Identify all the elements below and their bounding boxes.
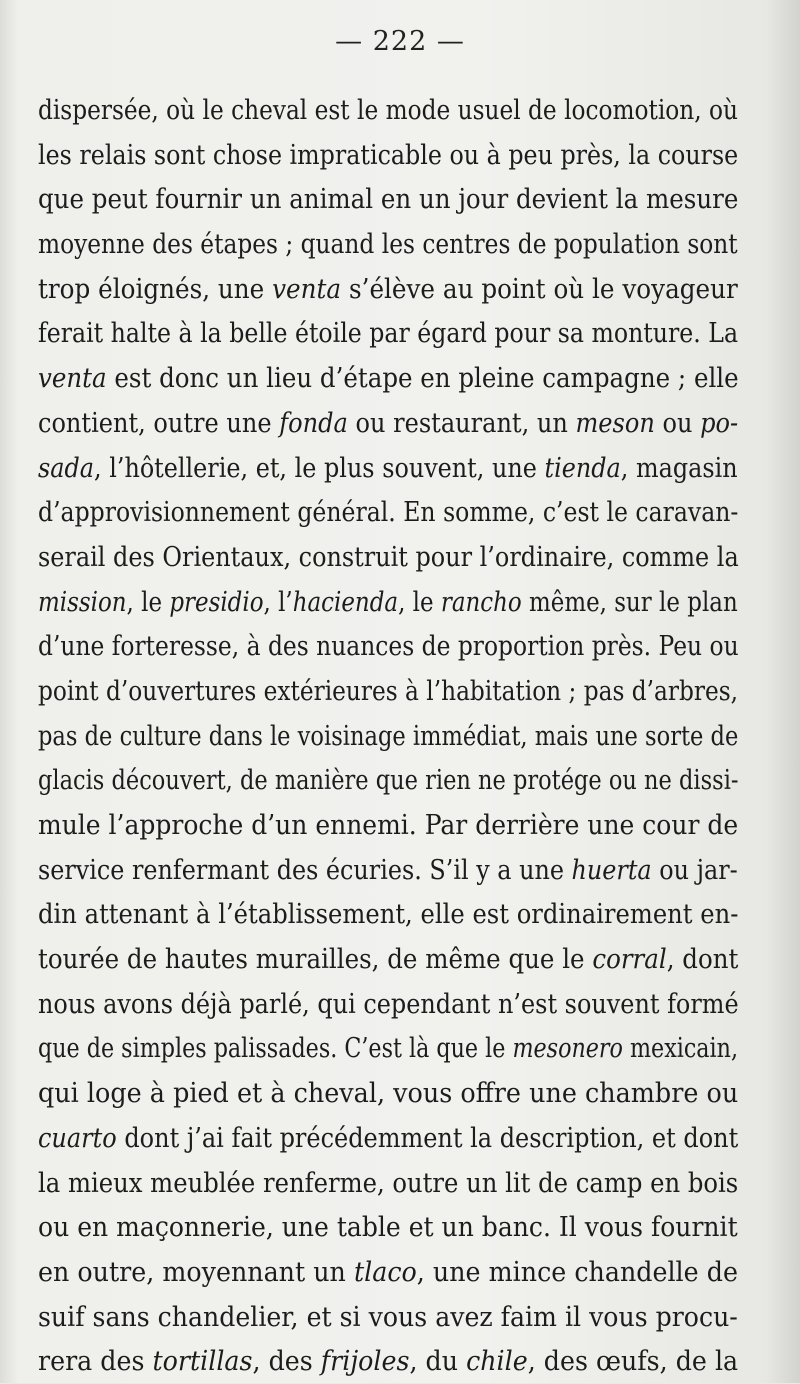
text-segment: même, sur le plan [521, 585, 738, 618]
italic-term: hacienda [292, 585, 399, 618]
text-segment: nous avons déjà parlé, qui cependant n’est souvent formé [38, 987, 739, 1020]
text-segment: d’approvisionnement général. En somme, c’est le caravan- [38, 496, 739, 529]
text-segment: moyenne des étapes ; quand les centres de population sont [38, 228, 738, 261]
italic-term: mission [38, 585, 127, 618]
text-line [38, 1339, 738, 1384]
text-line [38, 133, 738, 178]
text-line [38, 758, 738, 803]
text-segment: rera des [38, 1345, 153, 1378]
text-line [38, 1205, 738, 1250]
text-segment: , le [126, 585, 170, 618]
text-segment: mexicain, [622, 1032, 739, 1065]
text-line [38, 311, 738, 356]
italic-term: venta [38, 362, 107, 395]
text-segment: service renfermant des écuries. S’il y a une [38, 853, 572, 886]
text-line [38, 848, 738, 893]
text-line [38, 267, 738, 312]
text-segment: ferait halte à la belle étoile par égard pour sa monture. La [38, 317, 739, 350]
text-segment: , des œufs, de la [527, 1345, 739, 1378]
body-text [38, 88, 738, 1384]
italic-term: fonda [279, 406, 348, 439]
italic-term: chile [466, 1345, 528, 1378]
italic-term: tortillas [152, 1345, 253, 1378]
text-line [38, 356, 738, 401]
text-line [38, 982, 738, 1027]
text-segment: suif sans chandelier, et si vous avez faim il vous procu- [38, 1300, 738, 1333]
text-segment: dispersée, où le cheval est le mode usuel de locomotion, où [38, 94, 738, 126]
italic-term: cuarto [38, 1121, 117, 1154]
text-segment: serail des Orientaux, construit pour l’ordinaire, comme la [38, 540, 739, 573]
text-segment: dont j’ai fait précédemment la description, et dont [116, 1121, 739, 1154]
italic-term: tienda [544, 451, 621, 484]
text-segment: pas de culture dans le voisinage immédiat, mais une sorte de [38, 719, 739, 752]
text-line [38, 490, 738, 535]
text-segment: tourée de hautes murailles, de même que le [38, 943, 593, 976]
text-segment: qui loge à pied et à cheval, vous offre une chambre ou [38, 1077, 739, 1110]
italic-term: huerta [571, 853, 652, 886]
text-line [38, 1116, 738, 1161]
text-line [38, 177, 738, 222]
text-segment: contient, outre une [38, 406, 280, 439]
text-segment: que de simples palissades. C’est là que le [38, 1032, 513, 1065]
text-line [38, 1161, 738, 1206]
page-edge-shadow [766, 0, 800, 1383]
italic-term: corral [592, 943, 667, 976]
text-line [38, 714, 738, 759]
text-segment: la mieux meublée renferme, outre un lit de camp en bois [38, 1166, 739, 1199]
text-line [38, 669, 738, 714]
text-line [38, 446, 738, 491]
text-line [38, 401, 738, 446]
text-line [38, 803, 738, 848]
text-segment: , dont [666, 943, 739, 976]
text-segment: , l’ [263, 585, 293, 618]
italic-term: frijoles [320, 1345, 410, 1378]
italic-term: rancho [440, 585, 522, 618]
italic-term: mesonero [512, 1032, 623, 1065]
italic-term: sada [38, 451, 94, 484]
text-segment: , des [252, 1345, 321, 1378]
text-segment: , magasin [620, 451, 738, 484]
text-segment: en outre, moyennant un [38, 1255, 354, 1288]
text-segment: que peut fournir un animal en un jour devient la mesure [38, 183, 739, 216]
text-segment: din attenant à l’établissement, elle est ordinairement en- [38, 898, 739, 931]
text-line [38, 1026, 738, 1071]
text-line [38, 624, 738, 669]
text-segment: les relais sont chose impraticable ou à peu près, la course [38, 138, 739, 171]
text-segment: ou [654, 406, 701, 439]
text-segment: glacis découvert, de manière que rien ne protége ou ne dissi- [38, 764, 739, 797]
text-segment: d’une forteresse, à des nuances de proportion près. Peu ou [38, 630, 739, 663]
text-segment: est donc un lieu d’étape en pleine campagne ; elle [106, 362, 739, 395]
text-segment: ou jar- [651, 853, 738, 886]
text-line [38, 222, 738, 267]
text-line [38, 1295, 738, 1340]
text-segment: s’élève au point où le voyageur [341, 272, 738, 305]
text-line [38, 1250, 738, 1295]
italic-term: tlaco [353, 1255, 417, 1288]
text-line [38, 892, 738, 937]
text-line [38, 1071, 738, 1116]
text-line [38, 580, 738, 625]
text-segment: trop éloignés, une [38, 272, 273, 305]
text-segment: , du [409, 1345, 467, 1378]
text-segment: , l’hôtellerie, et, le plus souvent, une [93, 451, 545, 484]
italic-term: meson [575, 406, 655, 439]
text-segment: ou restaurant, un [347, 406, 576, 439]
text-segment: mule l’approche d’un ennemi. Par derrière une cour de [38, 809, 739, 841]
italic-term: presidio [169, 585, 264, 618]
text-segment: , le [398, 585, 441, 618]
text-segment: point d’ouvertures extérieures à l’habitation ; pas d’arbres, [38, 674, 739, 707]
page-number: — 222 — [335, 26, 465, 57]
text-segment: ou en maçonnerie, une table et un banc. Il vous fournit [38, 1211, 738, 1244]
italic-term: venta [272, 272, 342, 305]
text-segment: , une mince chandelle de [416, 1255, 738, 1288]
text-line [38, 937, 738, 982]
italic-term: po- [700, 406, 739, 439]
text-line [38, 88, 738, 133]
text-line [38, 535, 738, 580]
